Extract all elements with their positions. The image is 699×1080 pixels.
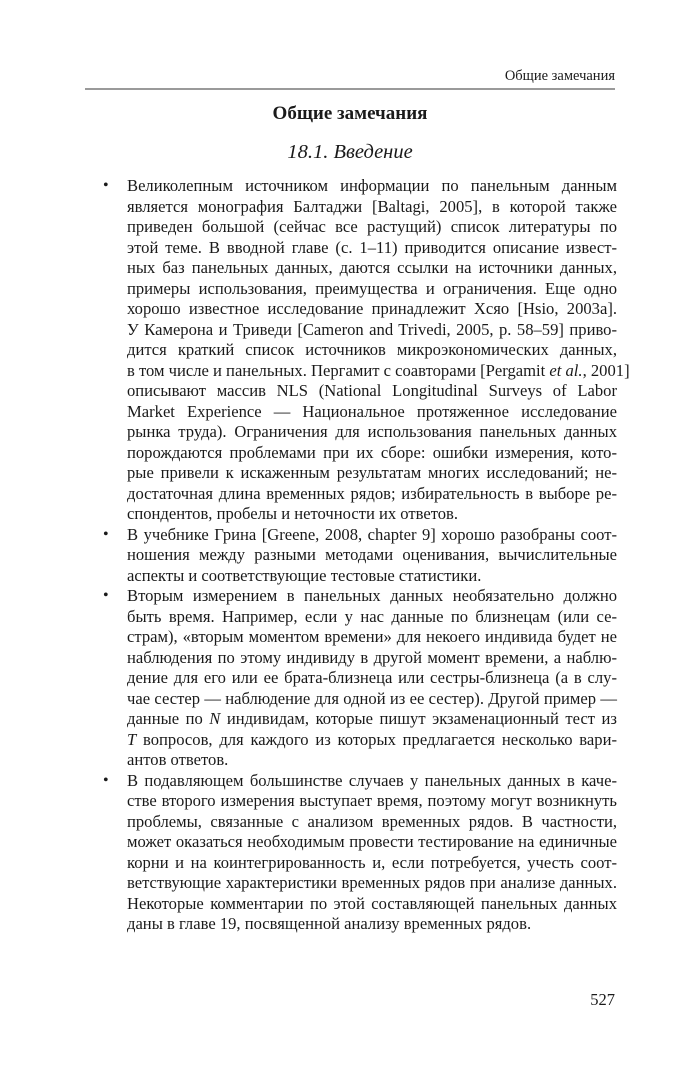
bullet-item [85, 525, 617, 587]
text-line [127, 217, 617, 238]
text-line [127, 197, 617, 218]
text-segment: дится краткий список источников микроэкономических данных, [127, 340, 617, 359]
italic-text: T [127, 729, 137, 749]
text-line [127, 279, 617, 300]
text-segment: антов ответов. [127, 750, 229, 769]
text-segment: может оказаться необходимым провести тестирование на единичные [127, 832, 617, 851]
page-number: 527 [590, 990, 615, 1009]
header-rule [85, 88, 615, 90]
text-segment: У Камерона и Триведи [Cameron and Trivedi, 2005, p. 58–59] приво- [127, 319, 617, 339]
text-segment: наблюдения по этому индивиду в другой момент времени, а наблю- [127, 647, 617, 667]
text-segment: вопросов, для каждого из которых предлагается несколько вари- [136, 729, 617, 749]
text-segment: Вторым измерением в панельных данных необязательно должно [127, 586, 617, 605]
text-line [127, 812, 617, 833]
text-segment: примеры использования, преимущества и ограничения. Еще одно [127, 278, 617, 298]
bullet-icon: • [103, 771, 109, 789]
text-segment: Market Experience — Национальное протяженное исследование [127, 401, 617, 421]
subsection-title: 18.1. Введение [287, 141, 413, 163]
text-line [127, 176, 617, 197]
text-line [127, 566, 617, 587]
text-line [127, 730, 617, 751]
text-line [127, 545, 617, 566]
text-line [127, 750, 617, 771]
text-line [127, 381, 617, 402]
text-segment: быть время. Например, если у нас данные по близнецам (или се- [127, 606, 617, 626]
italic-text: N [209, 709, 221, 728]
running-head: Общие замечания [504, 68, 615, 84]
text-line [127, 873, 617, 894]
text-segment: чае сестер — наблюдение для одной из ее сестер). Другой пример — [127, 688, 617, 708]
text-line [127, 443, 617, 464]
bullet-item [85, 176, 630, 525]
text-segment: дение для его или ее брата-близнеца или сестры-близнеца (а в слу- [127, 668, 617, 687]
text-line [127, 360, 630, 382]
text-segment: данные по [127, 709, 210, 728]
text-line [127, 607, 617, 628]
text-segment: порождаются проблемами при их сборе: ошибки измерения, кото- [127, 442, 617, 462]
text-line [127, 791, 617, 812]
text-line [127, 627, 617, 648]
text-segment: ветствующие характеристики временных рядов при анализе данных. [127, 873, 617, 892]
text-segment: В подавляющем большинстве случаев у панельных данных в каче- [127, 770, 617, 790]
text-segment: спондентов, пробелы и неточности их ответов. [127, 504, 459, 523]
text-line [127, 422, 617, 443]
text-line [127, 299, 617, 320]
text-line [127, 340, 617, 361]
text-segment: проблемы, связанные с анализом временных рядов. В частности, [127, 811, 617, 831]
text-line [127, 648, 617, 669]
text-segment: ных баз панельных данных, даются ссылки на источники данных, [127, 258, 617, 277]
text-segment: Великолепным источником информации по панельным данным [127, 176, 617, 195]
text-line [127, 484, 617, 505]
text-line [127, 320, 617, 341]
text-segment: индивидам, которые пишут экзаменационный тест из [220, 709, 617, 728]
text-segment: рые привели к искаженным результатам многих исследований; не- [127, 463, 617, 482]
text-segment: рынка труда). Ограничения для использования панельных данных [127, 422, 617, 441]
bullet-item [85, 771, 617, 935]
text-segment: достаточная длина временных рядов; избирательность в выборе ре- [127, 483, 617, 503]
text-segment: описывают массив NLS (National Longitudinal Surveys of Labor [127, 381, 617, 400]
text-line [127, 463, 617, 484]
text-line [127, 689, 617, 710]
text-line [127, 586, 617, 607]
text-segment: приведен большой (сейчас все растущий) список литературы по [127, 217, 617, 236]
text-line [127, 238, 617, 259]
text-line [127, 914, 617, 935]
text-segment: , 2001] [582, 360, 630, 380]
text-segment: В учебнике Грина [Greene, 2008, chapter 9] хорошо разобраны соот- [127, 524, 617, 544]
text-segment: является монография Балтаджи [Baltagi, 2005], в которой также [127, 196, 617, 216]
bullet-list [85, 176, 630, 935]
bullet-icon: • [103, 525, 109, 543]
text-line [127, 894, 617, 915]
text-segment: этой теме. В вводной главе (с. 1–11) приводится описание извест- [127, 237, 617, 257]
text-segment: страм), «вторым моментом времени» для некоего индивида будет не [127, 627, 617, 646]
bullet-icon: • [103, 177, 109, 194]
text-line [127, 771, 617, 792]
text-line [127, 832, 617, 853]
text-line [127, 258, 617, 279]
bullet-item [85, 586, 617, 771]
text-segment: стве второго измерения выступает время, поэтому могут возникнуть [127, 791, 617, 810]
text-segment: хорошо известное исследование принадлежит Хсяо [Hsio, 2003a]. [127, 299, 617, 318]
text-line [127, 504, 617, 525]
text-segment: корни и на коинтегрированность и, если потребуется, учесть соот- [127, 852, 617, 872]
section-title: Общие замечания [272, 103, 428, 124]
text-segment: ношения между разными методами оценивания, вычислительные [127, 545, 617, 564]
text-line [127, 853, 617, 874]
text-line [127, 402, 617, 423]
text-segment: даны в главе 19, посвященной анализу временных рядов. [127, 914, 532, 933]
bullet-icon: • [103, 587, 109, 604]
text-segment: Некоторые комментарии по этой составляющей панельных данных [127, 893, 617, 913]
text-line [127, 525, 617, 546]
italic-text: et al. [549, 360, 583, 380]
text-line [127, 709, 617, 730]
text-line [127, 668, 617, 689]
text-segment: в том числе и панельных. Пергамит с соавторами [Pergamit [127, 360, 550, 380]
text-segment: аспекты и соответствующие тестовые статистики. [127, 565, 482, 585]
